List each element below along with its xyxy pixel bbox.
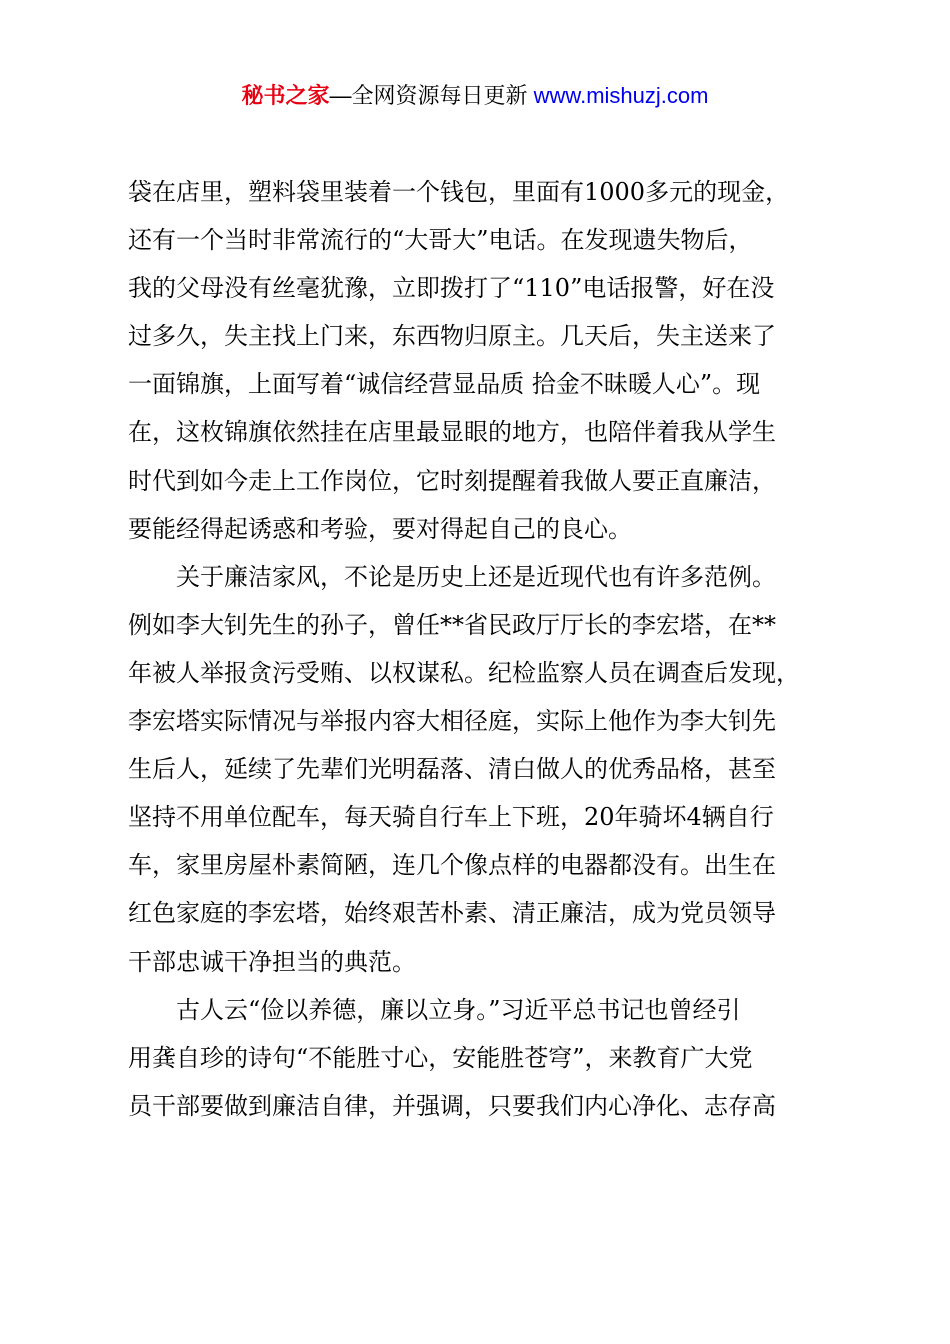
text-line: 坚持不用单位配车，每天骑自行车上下班，20年骑坏4辆自行 — [128, 803, 774, 832]
text-line: 用龚自珍的诗句“不能胜寸心，安能胜苍穹”，来教育广大党 — [128, 1043, 753, 1072]
paragraph-1 — [128, 168, 830, 553]
text-line: 例如李大钊先生的孙子，曾任**省民政厅厅长的李宏塔，在** — [128, 610, 776, 639]
text-line: 要能经得起诱惑和考验，要对得起自己的良心。 — [128, 514, 632, 543]
text-line: 袋在店里，塑料袋里装着一个钱包，里面有1000多元的现金， — [128, 178, 790, 206]
text-line: 在，这枚锦旗依然挂在店里最显眼的地方，也陪伴着我从学生 — [128, 418, 776, 447]
document-body — [128, 168, 830, 1130]
text-line: 李宏塔实际情况与举报内容大相径庭，实际上他作为李大钊先 — [128, 707, 776, 736]
text-line: 一面锦旗，上面写着“诚信经营显品质 拾金不昧暖人心”。现 — [128, 370, 761, 399]
header-tagline: —全网资源每日更新 — [329, 83, 534, 108]
text-line: 红色家庭的李宏塔，始终艰苦朴素、清正廉洁，成为党员领导 — [128, 899, 776, 928]
text-line: 生后人，延续了先辈们光明磊落、清白做人的优秀品格，甚至 — [128, 755, 776, 784]
paragraph-3 — [128, 986, 830, 1130]
text-line: 车，家里房屋朴素简陋，连几个像点样的电器都没有。出生在 — [128, 851, 776, 880]
text-line: 员干部要做到廉洁自律，并强调，只要我们内心净化、志存高 — [128, 1091, 776, 1120]
text-line: 过多久，失主找上门来，东西物归原主。几天后，失主送来了 — [128, 322, 776, 351]
site-url-link[interactable]: www.mishuzj.com — [533, 83, 709, 108]
text-line: 关于廉洁家风，不论是历史上还是近现代也有许多范例。 — [176, 562, 776, 591]
text-line: 还有一个当时非常流行的“大哥大”电话。在发现遗失物后， — [128, 226, 753, 255]
text-line: 古人云“俭以养德，廉以立身。”习近平总书记也曾经引 — [176, 995, 741, 1024]
text-line: 年被人举报贪污受贿、以权谋私。纪检监察人员在调查后发现， — [128, 658, 800, 687]
page-header — [0, 80, 950, 112]
paragraph-2 — [128, 553, 830, 986]
brand-name: 秘书之家 — [241, 83, 330, 108]
text-line: 干部忠诚干净担当的典范。 — [128, 947, 416, 976]
text-line: 时代到如今走上工作岗位，它时刻提醒着我做人要正直廉洁， — [128, 466, 776, 495]
text-line: 我的父母没有丝毫犹豫，立即拨打了“110”电话报警，好在没 — [128, 274, 775, 303]
